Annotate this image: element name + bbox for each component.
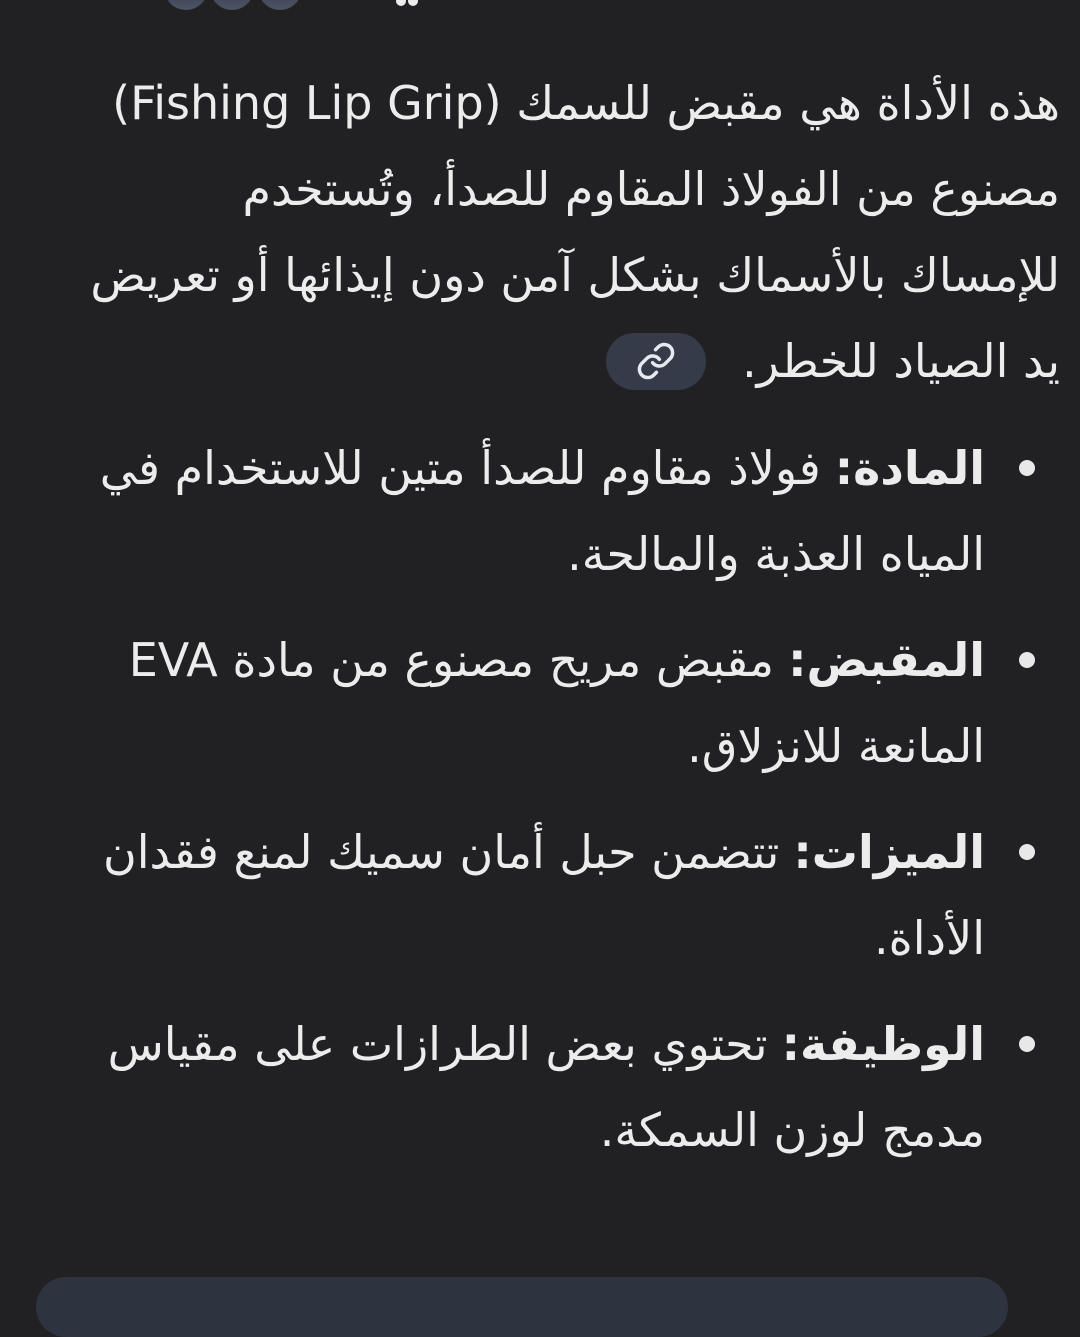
clipped-sources-row [0,0,1080,14]
paragraph-line-4-text: يد الصياد للخطر. [742,334,1060,388]
paragraph-line-4 [20,318,1060,404]
list-item-handle [20,617,985,789]
bullet-marker [1019,844,1035,860]
clipped-text-remnant [396,0,406,6]
bullet-label: المادة: [834,441,985,495]
bullet-text-line2: المانعة للانزلاق. [687,719,985,773]
paragraph-line-1: هذه الأداة هي مقبض للسمك (Fishing Lip Grip) [112,76,1060,130]
bullet-marker [1019,460,1035,476]
link-icon [636,341,676,381]
bullet-label: المقبض: [788,633,985,687]
bullet-text: فولاذ مقاوم للصدأ متين للاستخدام في [99,441,821,495]
bullet-text: تحتوي بعض الطرازات على مقياس [107,1017,768,1071]
bullet-text: تتضمن حبل أمان سميك لمنع فقدان [102,825,780,879]
bullet-marker [1019,1036,1035,1052]
source-favicon-chip[interactable] [164,0,208,10]
list-item-features [20,809,985,981]
bullet-text-line2: مدمج لوزن السمكة. [599,1103,985,1157]
chat-input-bar[interactable] [36,1277,1008,1337]
list-item-function [20,1001,985,1173]
source-favicon-chip[interactable] [258,0,302,10]
bullet-text-line2: المياه العذبة والمالحة. [567,527,985,581]
bullet-text-line2: الأداة. [873,911,985,965]
source-favicon-chip[interactable] [210,0,254,10]
bullet-marker [1019,652,1035,668]
bullet-label: الميزات: [793,825,985,879]
bullet-text: مقبض مريح مصنوع من مادة EVA [128,633,775,687]
answer-paragraph [0,60,1080,404]
features-list [0,425,1080,1193]
bullet-label: الوظيفة: [781,1017,985,1071]
list-item-material [20,425,985,597]
paragraph-line-2: مصنوع من الفولاذ المقاوم للصدأ، وتُستخدم [242,162,1060,216]
clipped-text-remnant [408,0,418,6]
paragraph-line-3: للإمساك بالأسماك بشكل آمن دون إيذائها أو تعريض [90,248,1060,302]
citation-link-button[interactable] [606,333,706,390]
